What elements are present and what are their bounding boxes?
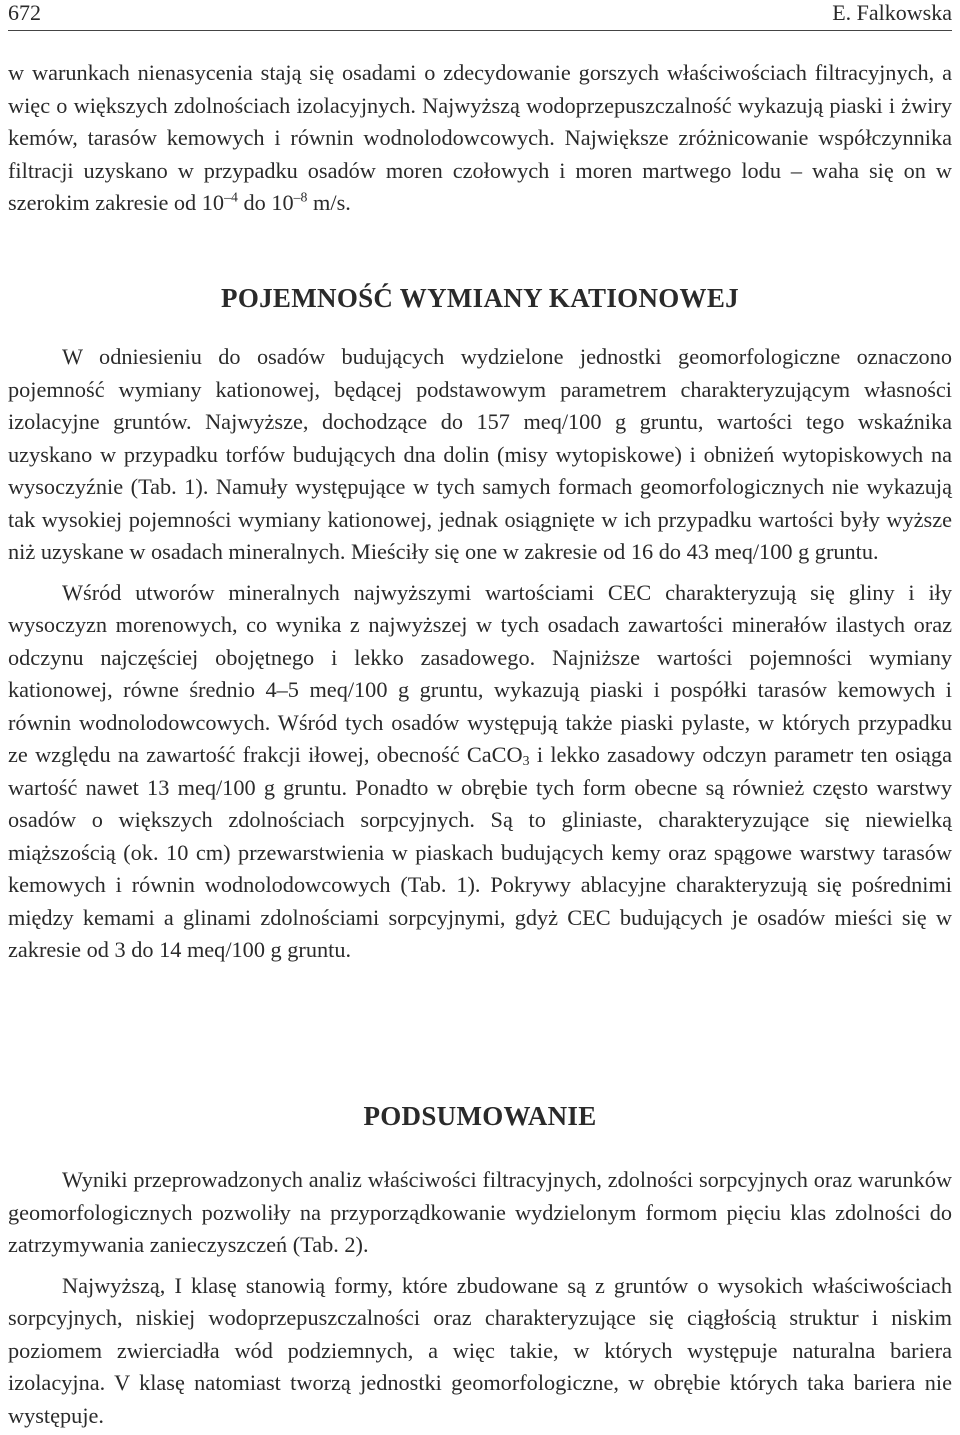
page-number: 672 xyxy=(8,0,41,25)
section-summary-body xyxy=(8,1164,952,1432)
cec-paragraph-2: Wśród utworów mineralnych najwyższymi wartościami CEC charakteryzują się gliny i iły wysoczyzn morenowych, co wynika z najwyższej w tych osadach zawartości minerałów ilastych oraz odczynu najczęściej obojętnego i lekko zasadowego. Najniższe wartości pojemności wymiany kationowej, równe średnio 4–5 meq/100 g gruntu, wykazują piaski i pospółki tarasów kemowych i równin wodnolodowcowych. Wśród tych osadów występują także piaski pylaste, w których przypadku ze względu na zawartość frakcji iłowej, obecność CaCO$_3$ i lekko zasadowy odczyn parametr ten osiąga wartość nawet 13 meq/100 g gruntu. Ponadto w obrębie tych form obecne są również często warstwy osadów o większych zdolnościach sorpcyjnych. Są to gliniaste, charakteryzujące się niewielką miąższością (ok. 10 cm) przewarstwienia w piaskach budujących kemy oraz spągowe warstwy tarasów kemowych i równin wodnolodowcowych (Tab. 1). Pokrywy ablacyjne charakteryzują się pośrednimi między kemami a glinami zdolnościami sorpcyjnymi, gdyż CEC budujących je osadów mieści się w zakresie od 3 do 14 meq/100 g gruntu. xyxy=(8,579,953,962)
intro-paragraph: w warunkach nienasycenia stają się osadami o zdecydowanie gorszych właściwościach filtracyjnych, a więc o większych zdolnościach izolacyjnych. Najwyższą wodoprzepuszczalność wykazują piaski i żwiry kemów, tarasów kemowych i równin wodnolodowcowych. Największe zróżnicowanie współczynnika filtracji uzyskano w przypadku osadów moren czołowych i moren martwego lodu – waha się on w szerokim zakresie od $10^{-4}$ do $10^{-8}$ m/s. xyxy=(8,60,952,215)
summary-paragraph-1: Wyniki przeprowadzonych analiz właściwości filtracyjnych, zdolności sorpcyjnych oraz warunków geomorfologicznych pozwoliły na przyporządkowanie wydzielonym formom pięciu klas zdolności do zatrzymywania zanieczyszczeń (Tab. 2). xyxy=(8,1167,952,1257)
section-cec-body xyxy=(8,341,952,967)
section-title-summary: PODSUMOWANIE xyxy=(363,1101,597,1131)
cec-paragraph-1: W odniesieniu do osadów budujących wydzielone jednostki geomorfologiczne oznaczono pojemność wymiany kationowej, będącej podstawowym parametrem charakteryzującym własności izolacyjne gruntów. Najwyższe, dochodzące do 157 meq/100 g gruntu, wartości tego wskaźnika uzyskano w przypadku torfów budujących dna dolin (misy wytopiskowe) i obniżeń wytopiskowych na wysoczyźnie (Tab. 1). Namuły występujące w tych samych formach geomorfologicznych nie wykazują tak wysokiej pojemności wymiany kationowej, jednak osiągnięte w ich przypadku wartości były wyższe niż uzyskane w osadach mineralnych. Mieściły się one w zakresie od 16 do 43 meq/100 g gruntu. xyxy=(8,344,952,564)
running-header xyxy=(8,0,952,31)
intro-text xyxy=(8,57,952,220)
running-author: E. Falkowska xyxy=(832,0,952,25)
exponent-max: –8 xyxy=(293,189,308,205)
section-title-cec: POJEMNOŚĆ WYMIANY KATIONOWEJ xyxy=(221,283,739,313)
summary-paragraph-2: Najwyższą, I klasę stanowią formy, które zbudowane są z gruntów o wysokich właściwościach sorpcyjnych, niskiej wodoprzepuszczalności oraz charakteryzujące się ciągłością struktur i niskim poziomem zwierciadła wód podziemnych, a więc takie, w których występuje naturalna bariera izolacyjna. V klasę natomiast tworzą jednostki geomorfologiczne, w obrębie których taka bariera nie występuje. xyxy=(8,1272,952,1428)
exponent-min: –4 xyxy=(224,189,238,205)
subscript-3: 3 xyxy=(522,752,530,768)
